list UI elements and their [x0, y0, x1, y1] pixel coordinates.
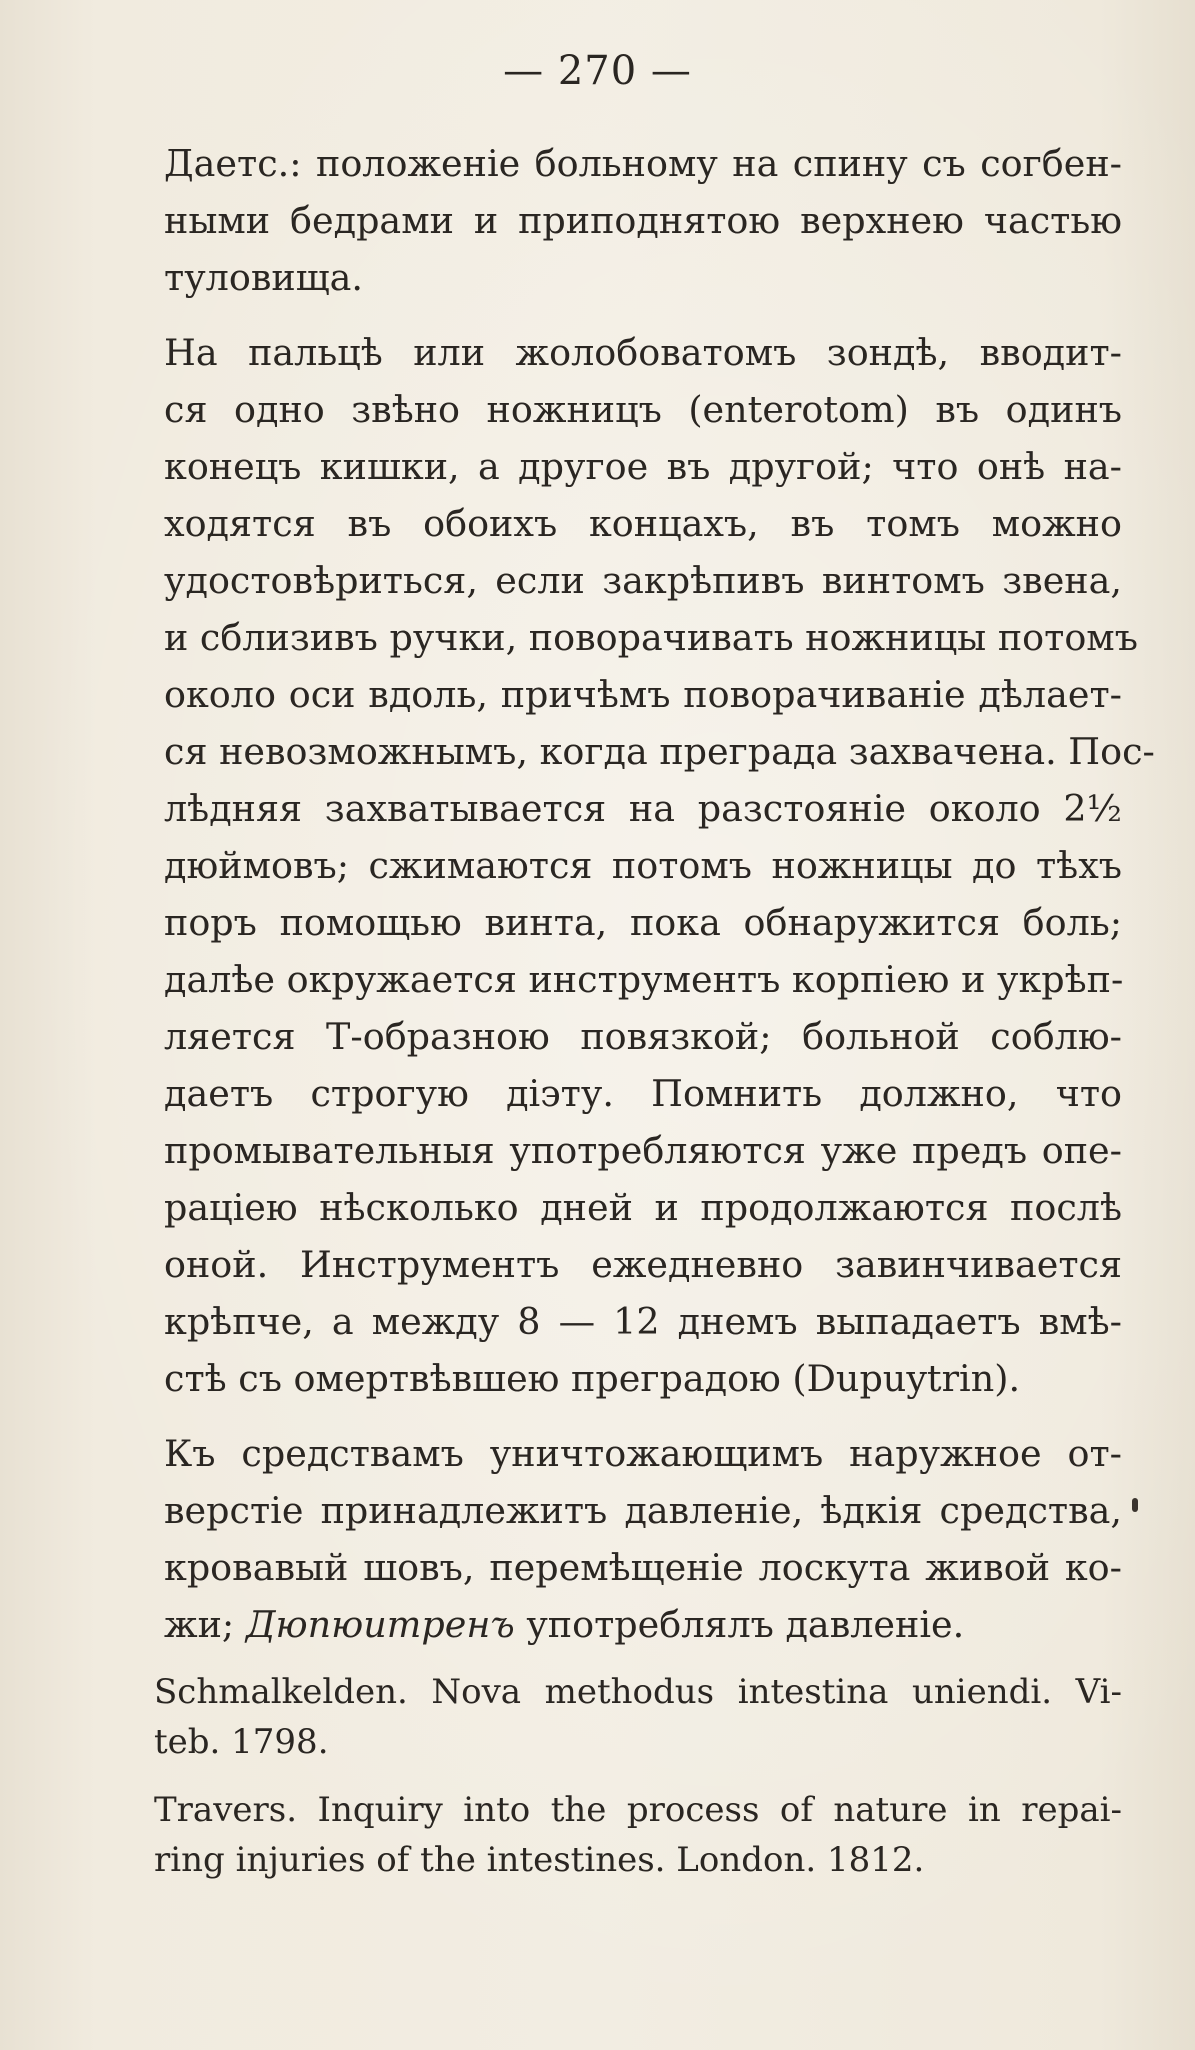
text-line: ходятся въ обоихъ концахъ, въ томъ можно [164, 502, 1122, 545]
text-line: оной. Инструментъ ежедневно завинчивается [164, 1243, 1122, 1286]
text-line: раціею нѣсколько дней и продолжаются послѣ [164, 1186, 1122, 1229]
text-line: ся одно звѣно ножницъ (enterotom) въ одинъ [164, 388, 1122, 431]
text-line: кровавый шовъ, перемѣщеніе лоскута живой ко- [164, 1546, 1122, 1589]
text-line: ся невозможнымъ, когда преграда захвачена. Пос- [164, 730, 1155, 773]
text-line: далѣе окружается инструментъ корпіею и укрѣп- [164, 958, 1124, 1001]
paragraph-external-opening [154, 1425, 1122, 1653]
text-line: верстіе принадлежитъ давленіе, ѣдкія средства, [164, 1489, 1122, 1532]
author-name-italic: Дюпюитренъ [245, 1603, 515, 1646]
text-fragment: употреблялъ давленіе. [514, 1603, 965, 1646]
text-line [154, 1596, 1122, 1653]
page-number: — 270 — [503, 48, 692, 94]
text-fragment: жи; [164, 1603, 246, 1646]
reference-schmalkelden [154, 1667, 1122, 1767]
text-line: поръ помощью винта, пока обнаружится боль; [164, 901, 1122, 944]
reference-line: Travers. Inquiry into the process of nature in repai- [154, 1790, 1122, 1830]
text-line: конецъ кишки, а другое въ другой; что онѣ на- [164, 445, 1122, 488]
ink-mark [1132, 1498, 1138, 1512]
reference-line: ring injuries of the intestines. London. 1812. [154, 1840, 925, 1880]
reference-line: Schmalkelden. Nova methodus intestina uniendi. Vi- [154, 1672, 1122, 1712]
text-line: промывательныя употребляются уже предъ опе- [164, 1129, 1122, 1172]
text-line: ляется Т-образною повязкой; больной соблю- [164, 1015, 1122, 1058]
page-body [154, 135, 1155, 1885]
text-line: Даетс.: положеніе больному на спину съ согбен- [164, 142, 1122, 185]
paragraph-position [154, 135, 1122, 306]
text-line: около оси вдоль, причѣмъ поворачиваніе дѣлает- [164, 673, 1122, 716]
text-line: лѣдняя захватывается на разстояніе около 2½ [164, 787, 1122, 830]
text-line: На пальцѣ или жолобоватомъ зондѣ, вводит- [164, 331, 1122, 374]
reference-line: teb. 1798. [154, 1722, 329, 1762]
reference-travers [154, 1785, 1122, 1885]
text-line: туловища. [164, 256, 364, 299]
text-line: стѣ съ омертвѣвшею преградою (Dupuytrin). [164, 1357, 1021, 1400]
text-line: дюймовъ; сжимаются потомъ ножницы до тѣхъ [164, 844, 1122, 887]
text-line: удостовѣриться, если закрѣпивъ винтомъ звена, [164, 559, 1122, 602]
paragraph-procedure [154, 324, 1155, 1407]
text-line: Къ средствамъ уничтожающимъ наружное от- [164, 1432, 1122, 1475]
text-line: крѣпче, а между 8 — 12 днемъ выпадаетъ вмѣ- [164, 1300, 1122, 1343]
text-line: ными бедрами и приподнятою верхнею частью [164, 199, 1122, 242]
text-line: и сблизивъ ручки, поворачивать ножницы потомъ [164, 616, 1138, 659]
text-line: даетъ строгую діэту. Помнить должно, что [164, 1072, 1122, 1115]
